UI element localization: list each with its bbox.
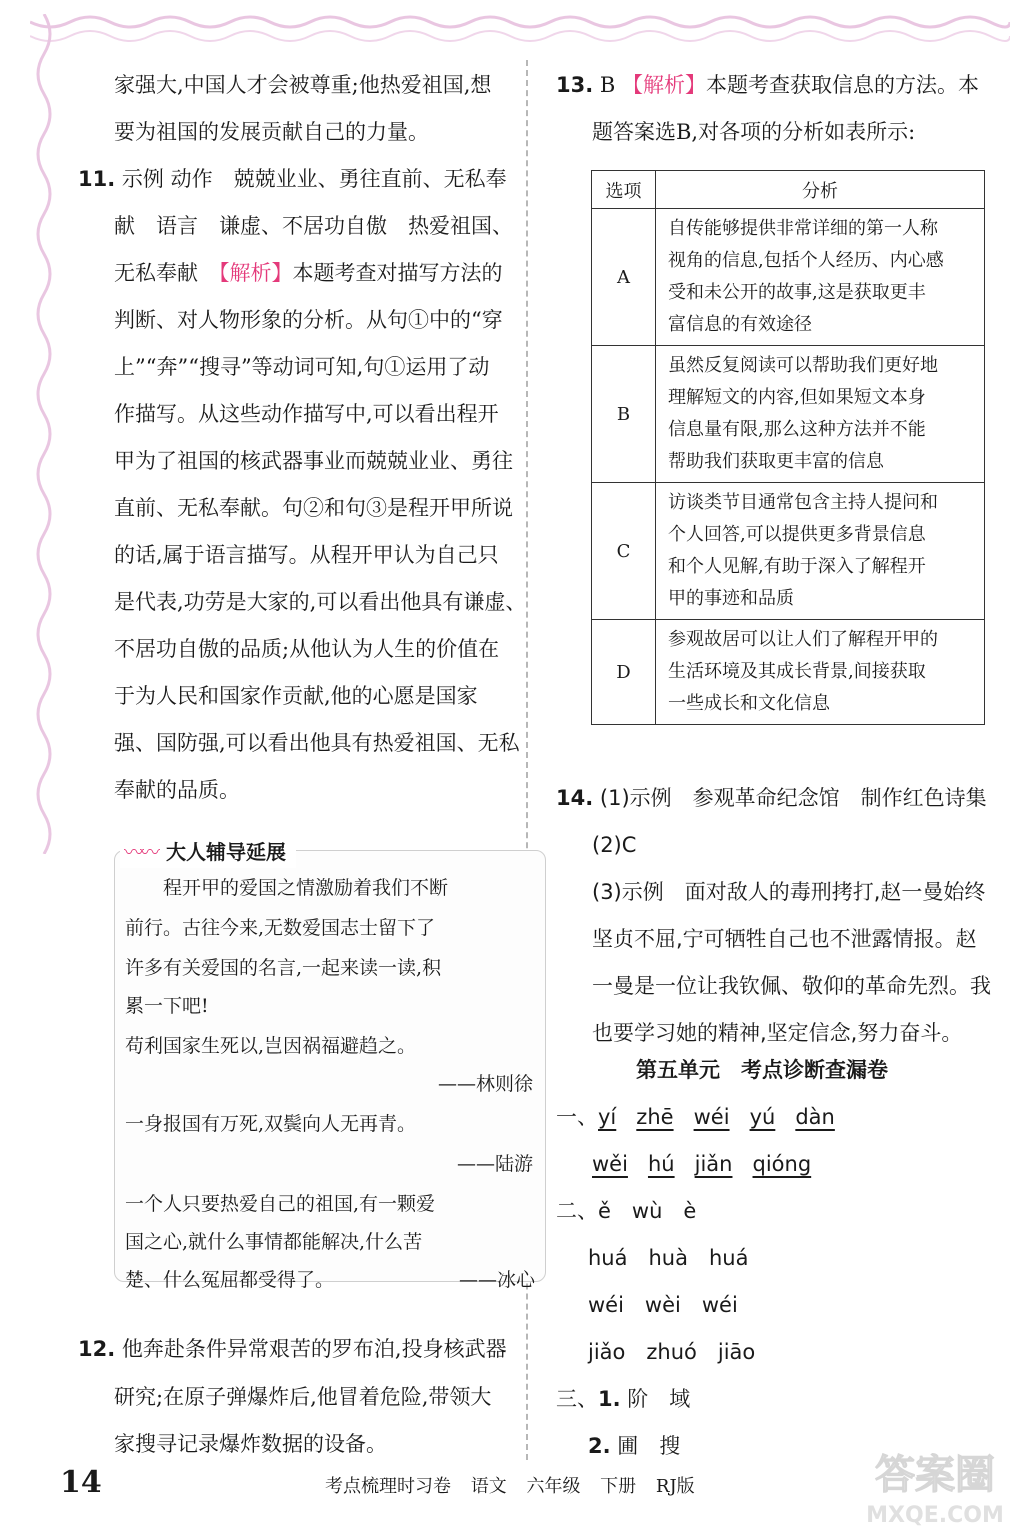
analysis-tag: 【解析】: [622, 73, 707, 97]
text-line: 奉献的品质。: [114, 778, 240, 802]
table-cell-analysis: [656, 620, 985, 725]
quote-author: ——林则徐: [437, 1073, 533, 1095]
text-line: 研究;在原子弹爆炸后,他冒着危险,带领大: [114, 1385, 492, 1409]
footer-text: 考点梳理时习卷 语文 六年级 下册 RJ版: [325, 1476, 695, 1497]
cell-line: 富信息的有效途径: [668, 314, 812, 335]
tip-header: [120, 832, 296, 868]
text-line: 甲为了祖国的核武器事业而兢兢业业、勇往: [114, 449, 513, 473]
svg-text:MXQE.COM: MXQE.COM: [866, 1503, 1004, 1528]
cell-line: 个人回答,可以提供更多背景信息: [668, 524, 926, 545]
cell-line: 访谈类节目通常包含主持人提问和: [668, 492, 938, 513]
pinyin-group: wéi wèi wéi: [588, 1293, 738, 1317]
tip-line: 累一下吧!: [125, 995, 209, 1017]
table-cell-analysis: [656, 346, 985, 483]
pinyin: yú: [749, 1105, 776, 1129]
table-row: [592, 209, 985, 346]
section-1-row: [592, 1149, 811, 1179]
pinyin: hú: [647, 1152, 675, 1176]
table-cell-analysis: [656, 209, 985, 346]
page-number: 14: [60, 1465, 102, 1500]
text-line: 家搜寻记录爆炸数据的设备。: [114, 1432, 387, 1456]
question-number: 12.: [78, 1337, 116, 1361]
text-line: 献 语言 谦虚、不居功自傲 热爱祖国、: [114, 214, 513, 238]
table-row: [592, 620, 985, 725]
text-line: 于为人民和国家作贡献,他的心愿是国家: [114, 684, 478, 708]
answer-choice: B: [599, 73, 616, 97]
table-header: 选项: [592, 171, 656, 209]
tip-line: 许多有关爱国的名言,一起来读一读,积: [125, 957, 442, 979]
cell-line: 理解短文的内容,但如果短文本身: [668, 387, 926, 408]
table-cell-option: B: [592, 346, 656, 483]
section-label: 二、: [556, 1199, 598, 1223]
cell-line: 参观故居可以让人们了解程开甲的: [668, 629, 938, 650]
quote-line: 一身报国有万死,双鬓向人无再青。: [125, 1113, 417, 1135]
tip-line: 程开甲的爱国之情激励着我们不断: [125, 877, 449, 899]
cell-line: 信息量有限,那么这种方法并不能: [668, 419, 926, 440]
wave-icon: 〰〰: [124, 839, 156, 864]
table-row: [592, 346, 985, 483]
quote-author: ——陆游: [456, 1153, 533, 1175]
pinyin-group: jiǎo zhuó jiāo: [588, 1340, 756, 1364]
quote-line: 国之心,就什么事情都能解决,什么苦: [125, 1231, 423, 1253]
text-line: 不居功自傲的品质;从他认为人生的价值在: [114, 637, 500, 661]
section-2-row: [556, 1196, 696, 1226]
pinyin: yí: [598, 1105, 617, 1129]
tip-line: 前行。古往今来,无数爱国志士留下了: [125, 917, 436, 939]
analysis-text: 本题考查获取信息的方法。本: [706, 73, 980, 97]
table-cell-option: A: [592, 209, 656, 346]
unit-title: 第五单元 考点诊断查漏卷: [636, 1058, 888, 1082]
section-3-row: [588, 1431, 680, 1461]
text-line: 坚贞不屈,宁可牺牲自己也不泄露情报。赵: [592, 927, 977, 951]
pinyin: wěi: [592, 1152, 628, 1176]
cell-line: 受和未公开的故事,这是获取更丰: [668, 282, 926, 303]
text-line: 要为祖国的发展贡献自己的力量。: [114, 120, 429, 144]
pinyin: zhē: [636, 1105, 674, 1129]
question-11: [78, 164, 507, 194]
cell-line: 一些成长和文化信息: [668, 693, 830, 714]
quote-line: 苟利国家生死以,岂因祸福避趋之。: [125, 1035, 417, 1057]
item-number: 1.: [598, 1387, 621, 1411]
answer-text: 阶 域: [627, 1387, 691, 1411]
question-12: [78, 1334, 507, 1364]
answer-text: 示例 动作 兢兢业业、勇往直前、无私奉: [121, 167, 507, 191]
analysis-text: 本题考查对描写方法的: [292, 261, 503, 285]
text-line: (2)C: [592, 833, 637, 857]
text-line: 家强大,中国人才会被尊重;他热爱祖国,想: [114, 73, 492, 97]
cell-line: 生活环境及其成长背景,间接获取: [668, 661, 926, 682]
text-line: 作描写。从这些动作描写中,可以看出程开: [114, 402, 499, 426]
question-number: 13.: [556, 73, 594, 97]
watermark-logo: [850, 1440, 1020, 1530]
quote-line: 一个人只要热爱自己的祖国,有一颗爱: [125, 1193, 436, 1215]
table-row: [592, 483, 985, 620]
svg-text:答案圈: 答案圈: [875, 1452, 995, 1498]
pinyin: jiǎn: [694, 1152, 733, 1176]
left-wave-decoration: [30, 14, 70, 854]
section-1-row: [556, 1102, 835, 1132]
pinyin-group: huá huà huá: [588, 1246, 749, 1270]
answer-text: (1)示例 参观革命纪念馆 制作红色诗集: [599, 786, 987, 810]
text-line: 直前、无私奉献。句②和句③是程开甲所说: [114, 496, 513, 520]
cell-line: 虽然反复阅读可以帮助我们更好地: [668, 355, 938, 376]
question-14: [556, 783, 987, 813]
quote-line: [125, 1265, 535, 1295]
cell-line: 自传能够提供非常详细的第一人称: [668, 218, 938, 239]
text-line: (3)示例 面对敌人的毒刑拷打,赵一曼始终: [592, 880, 986, 904]
pinyin-group: ě wù è: [598, 1199, 697, 1223]
text-line: [114, 258, 503, 288]
pinyin: qióng: [752, 1152, 812, 1176]
cell-line: 视角的信息,包括个人经历、内心感: [668, 250, 944, 271]
text-line: 题答案选B,对各项的分析如表所示:: [592, 120, 916, 144]
pinyin: wéi: [693, 1105, 730, 1129]
answer-text: 无私奉献: [114, 261, 219, 285]
tip-box: [114, 850, 546, 1291]
item-number: 2.: [588, 1434, 611, 1458]
analysis-tag: 【解析】: [219, 261, 293, 285]
text-line: 判断、对人物形象的分析。从句①中的“穿: [114, 308, 503, 332]
text-line: 是代表,功劳是大家的,可以看出他具有谦虚、: [114, 590, 527, 614]
text-line: 强、国防强,可以看出他具有热爱祖国、无私: [114, 731, 520, 755]
text-line: 的话,属于语言描写。从程开甲认为自己只: [114, 543, 499, 567]
quote-author: ——冰心: [458, 1269, 535, 1291]
section-3-row: [556, 1384, 690, 1414]
question-13: [556, 70, 979, 100]
question-number: 14.: [556, 786, 594, 810]
answer-text: 圃 搜: [617, 1434, 681, 1458]
text-line: 一曼是一位让我钦佩、敬仰的革命先烈。我: [592, 974, 991, 998]
table-cell-analysis: [656, 483, 985, 620]
tip-title: 大人辅导延展: [166, 839, 286, 864]
cell-line: 帮助我们获取更丰富的信息: [668, 451, 884, 472]
pinyin: dàn: [795, 1105, 835, 1129]
cell-line: 和个人见解,有助于深入了解程开: [668, 556, 926, 577]
table-header: 分析: [656, 171, 985, 209]
cell-line: 甲的事迹和品质: [668, 588, 794, 609]
text-line: 上”“奔”“搜寻”等动词可知,句①运用了动: [114, 355, 490, 379]
analysis-table: [591, 170, 985, 725]
text-line: 也要学习她的精神,坚定信念,努力奋斗。: [592, 1021, 963, 1045]
quote-text: 楚、什么冤屈都受得了。: [125, 1269, 335, 1291]
question-number: 11.: [78, 167, 116, 191]
table-header-row: [592, 171, 985, 209]
answer-text: 他奔赴条件异常艰苦的罗布泊,投身核武器: [121, 1337, 507, 1361]
table-cell-option: D: [592, 620, 656, 725]
table-cell-option: C: [592, 483, 656, 620]
section-label: 一、: [556, 1105, 598, 1129]
top-wave-decoration: [30, 14, 1010, 54]
section-label: 三、: [556, 1387, 598, 1411]
